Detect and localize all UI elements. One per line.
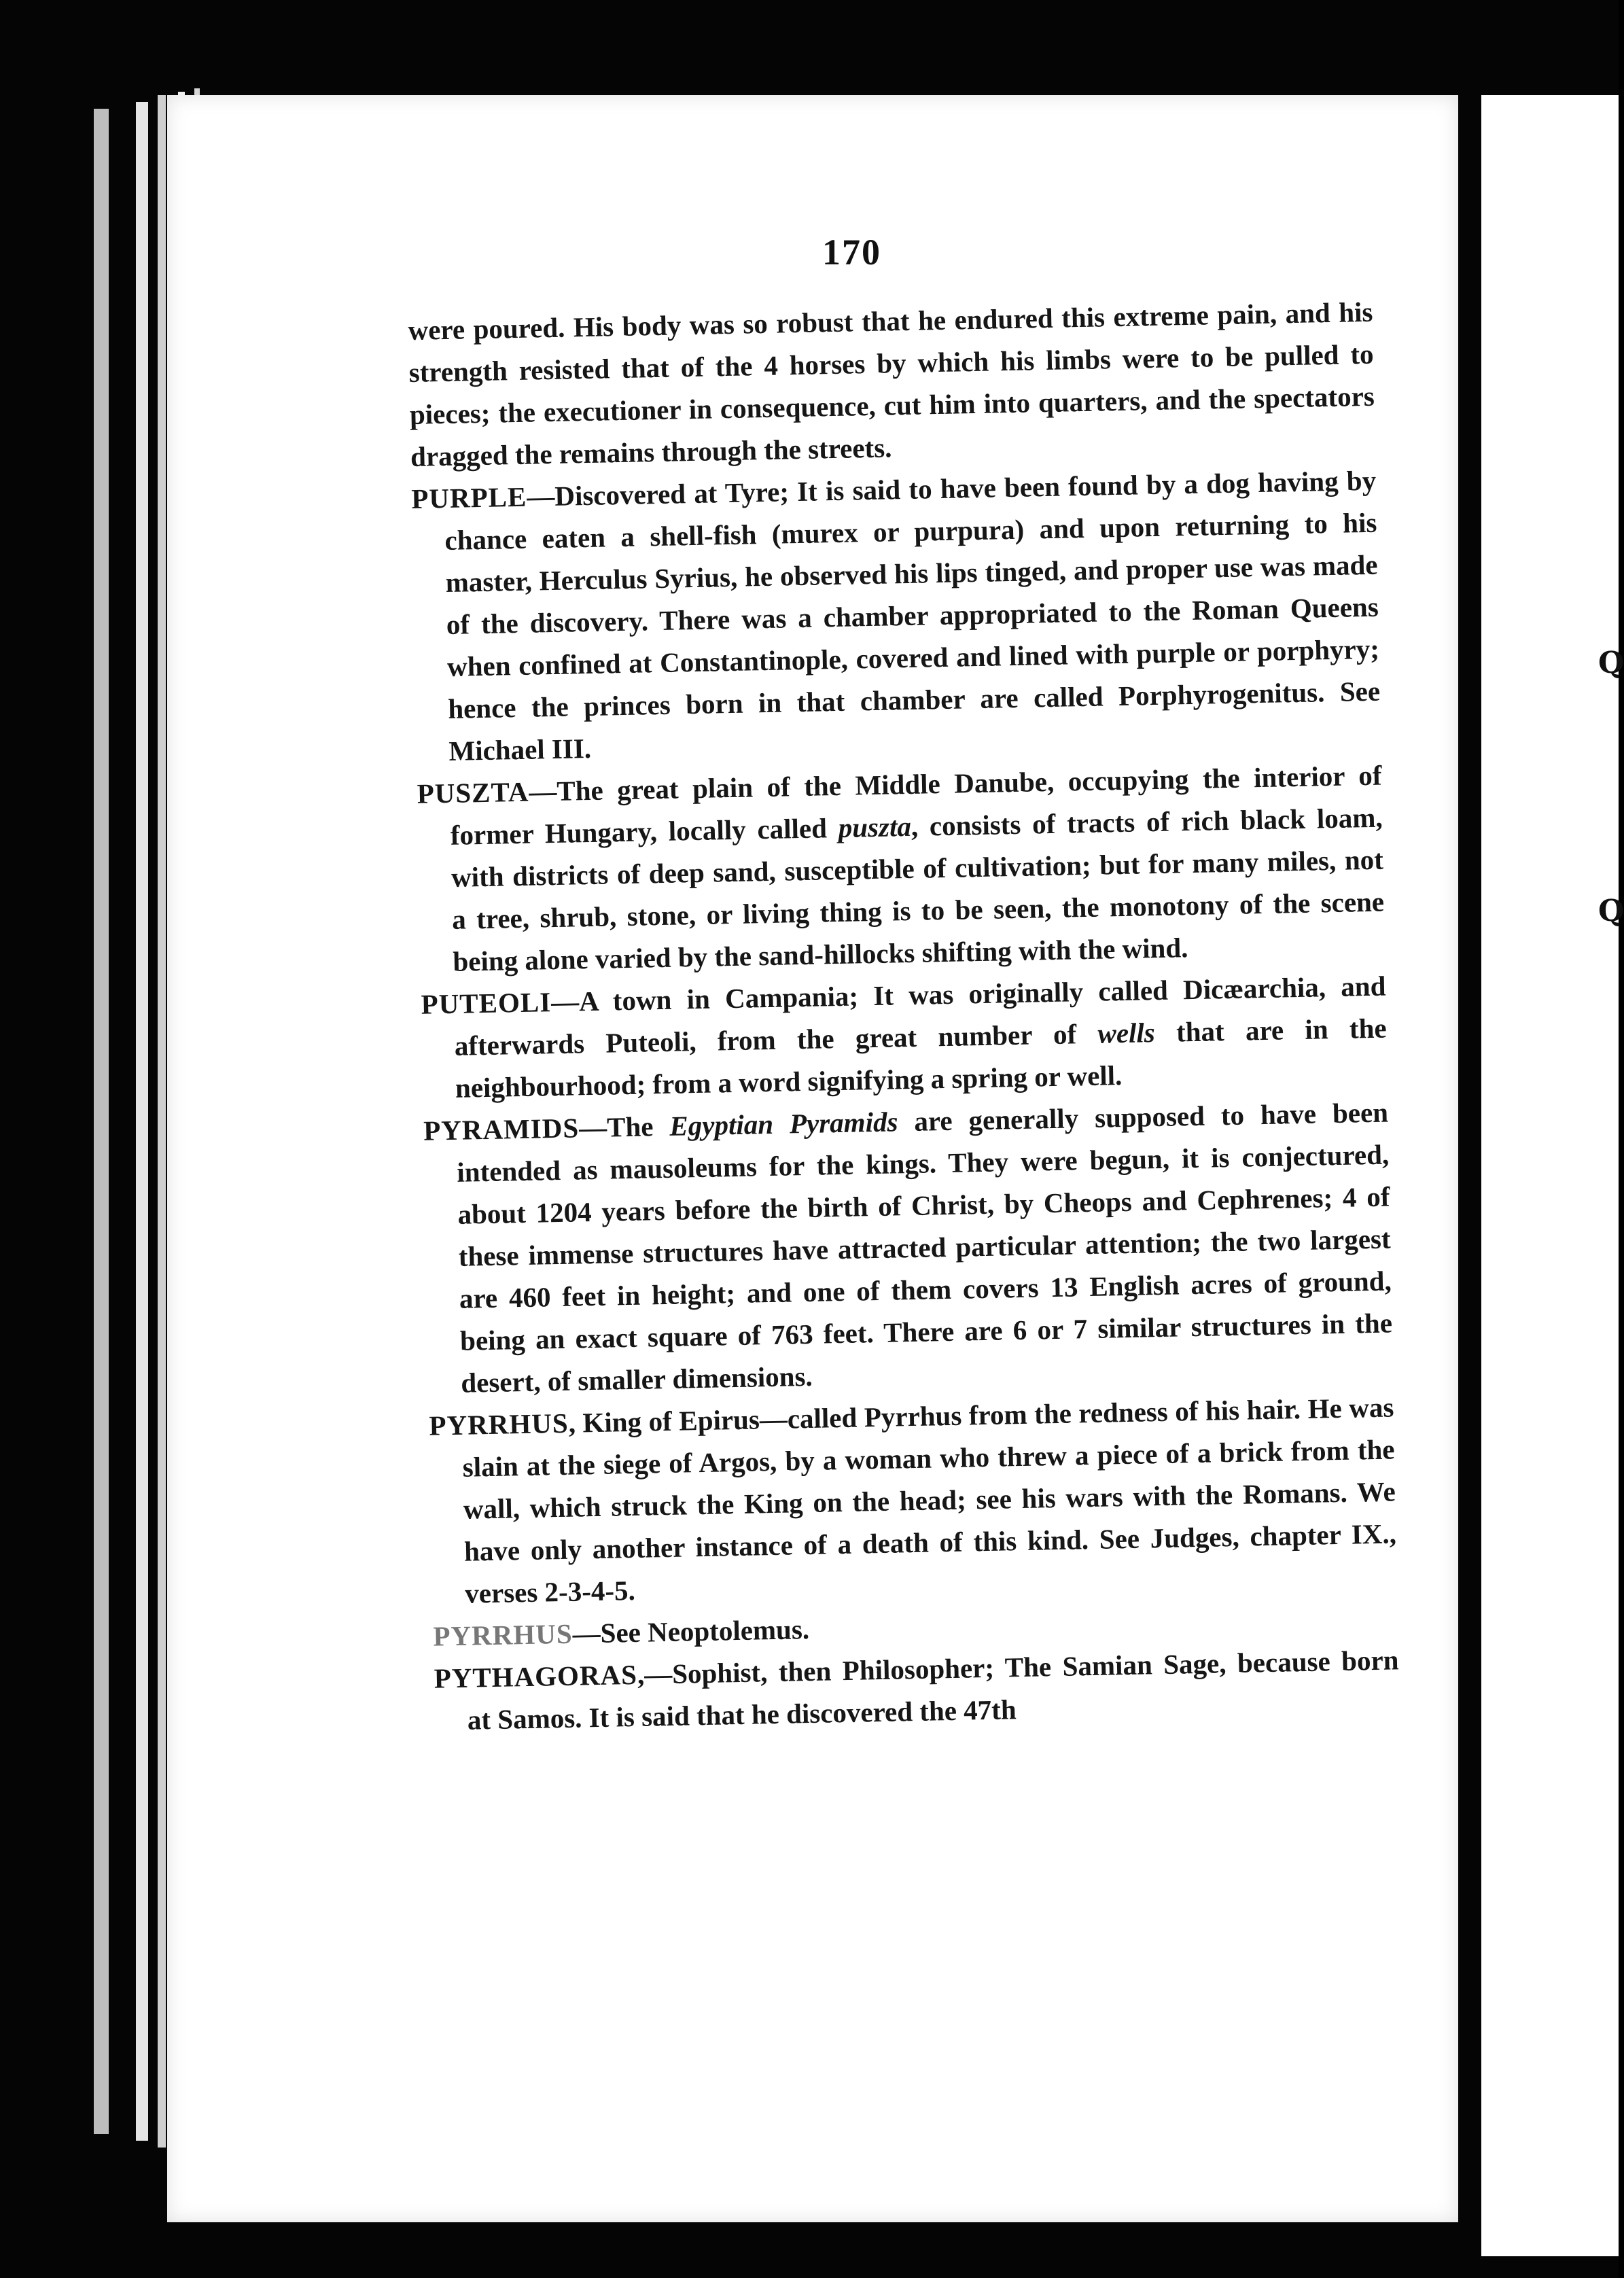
entry-heading: PUTEOLI [421, 986, 552, 1020]
entry-text: are generally supposed to have been intended as mausoleums for the kings. They were begun, it is conjectured, about 1204 years before the birth of Christ, by Cheops and Cephrenes; 4 of these immense structures have attracted particular attention; the two largest are 460 feet in height; and one of them covers 13 English acres of ground, being an exact square of 763 feet. There are 6 or 7 similar structures in the desert, of smaller dimensions. [456, 1096, 1393, 1399]
entry-heading: PYRRHUS [433, 1617, 573, 1652]
adjacent-page-glyph: Q [1598, 646, 1624, 680]
entry-text: —The [578, 1110, 670, 1144]
adjacent-page [1481, 95, 1619, 2256]
page-number: 170 [822, 232, 881, 273]
entry-pyramids [423, 1091, 1394, 1405]
book-edge [158, 95, 166, 2148]
entry-purple [411, 459, 1381, 773]
entry-puszta [417, 754, 1385, 983]
entry-text: —The great plain of the Middle Danube, occupying the interior of former Hungary, locally called [450, 759, 1382, 851]
entry-puteoli [421, 965, 1388, 1110]
entry-heading: PUSZTA [417, 775, 529, 809]
entry-text: —Discovered at Tyre; It is said to have been found by a dog having by chance eaten a shell-fish (murex or purpura) and upon returning to his master, Herculus Syrius, he observed his lips tinged, and proper use was made of the discovery. There was a chamber appropriated to the Roman Queens when confined at Constantinople, covered and lined with purple or porphyry; hence the princes born in that chamber are called Porphyrogenitus. See Michael III. [444, 464, 1381, 767]
page-body [408, 291, 1400, 1742]
entry-pyrrhus [429, 1386, 1398, 1615]
continuation-paragraph [408, 291, 1375, 478]
entry-heading: PYTHAGORAS [434, 1658, 638, 1694]
entry-heading: PYRAMIDS [423, 1112, 580, 1146]
entry-emphasis: Egyptian Pyramids [669, 1106, 898, 1142]
entry-text: , consists of tracts of rich black loam, with districts of deep sand, susceptible of cultivation; but for many miles, not a tree, shrub, stone, or living thing is to be seen, the monotony of the scene being alone varied by the sand-hillocks shifting with the wind. [451, 801, 1385, 977]
book-edge [94, 109, 109, 2134]
entry-text: that are in the neighbourhood; from a word signifying a spring or well. [455, 1012, 1388, 1104]
adjacent-page-glyph: Q [1598, 894, 1624, 928]
continuation-text: were poured. His body was so robust that he endured this extreme pain, and his strength resisted that of the 4 horses by which his limbs were to be pulled to pieces; the executioner in consequence, cut him into quarters, and the spectators dragged the remains through the streets. [408, 296, 1375, 472]
book-edge [136, 102, 148, 2141]
entry-text: ,—Sophist, then Philosopher; The Samian Sage, because born at Samos. It is said that he discovered the 47th [467, 1644, 1399, 1736]
entry-emphasis: puszta [838, 810, 912, 843]
entry-emphasis: wells [1097, 1017, 1156, 1049]
entry-text: , King of Epirus—called Pyrrhus from the redness of his hair. He was slain at the siege of Argos, by a woman who threw a piece of a brick from the wall, which struck the King on the head; see his wars with the Romans. We have only another instance of a death of this kind. See Judges, chapter IX., verses 2-3-4-5. [462, 1391, 1397, 1609]
entry-heading: PYRRHUS [429, 1407, 569, 1441]
entry-text: —See Neoptolemus. [572, 1613, 810, 1649]
entry-heading: PURPLE [410, 480, 527, 514]
entry-text: —A town in Campania; It was originally called Dicæarchia, and afterwards Puteoli, from the great number of [454, 970, 1386, 1062]
